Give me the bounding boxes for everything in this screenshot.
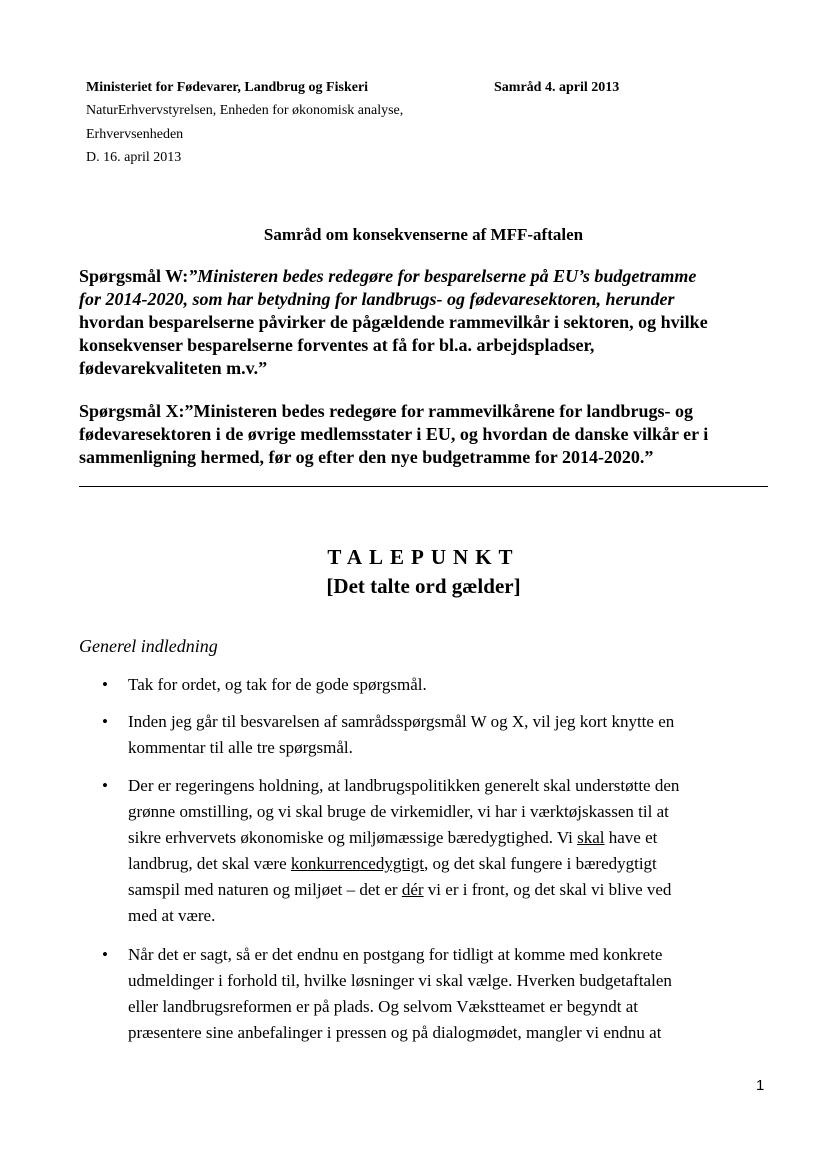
text-fragment: , og det skal fungere i bæredygtigt (424, 854, 657, 873)
bullet-line: med at være. (128, 906, 216, 925)
bullet-dot-icon: • (102, 945, 108, 964)
text-fragment: have et (604, 828, 658, 847)
header-agency: NaturErhvervstyrelsen, Enheden for økonomisk analyse, (86, 103, 404, 118)
question-w-line-5: fødevarekvaliteten m.v.” (79, 358, 268, 378)
horizontal-rule (79, 486, 768, 487)
text-fragment: vi er i front, og det skal vi blive ved (423, 880, 672, 899)
text-fragment: landbrug, det skal være (128, 854, 291, 873)
talepunkt-subheading: [Det talte ord gælder] (326, 574, 521, 598)
bullet-line (128, 825, 778, 851)
bullet-line: Der er regeringens holdning, at landbrugspolitikken generelt skal understøtte den (128, 776, 680, 795)
text-fragment: sikre erhvervets økonomiske og miljømæssige bæredygtighed. Vi (128, 828, 578, 847)
underlined-word: skal (577, 828, 605, 847)
underlined-word: konkurrencedygtigt (290, 854, 425, 873)
bullet-item (102, 773, 778, 929)
question-x-line-1: Spørgsmål X:”Ministeren bedes redegøre for rammevilkårene for landbrugs- og (79, 401, 693, 421)
header-meeting-date: Samråd 4. april 2013 (494, 80, 620, 95)
bullet-dot-icon: • (102, 776, 108, 795)
question-w (79, 265, 779, 380)
bullet-dot-icon: • (102, 675, 108, 694)
question-w-label: Spørgsmål W: (79, 266, 189, 286)
question-x-line-3: sammenligning hermed, før og efter den nye budgetramme for 2014-2020.” (79, 447, 654, 467)
document-title: Samråd om konsekvenserne af MFF-aftalen (263, 225, 584, 244)
question-x-line-2: fødevaresektoren i de øvrige medlemsstater i EU, og hvordan de danske vilkår er i (79, 424, 709, 444)
question-w-text-italic-1: ”Ministeren bedes redegøre for besparelserne på EU’s budgetramme (188, 266, 697, 286)
bullet-item (102, 709, 778, 761)
question-w-line-4: konsekvenser besparelserne forventes at få for bl.a. arbejdspladser, (79, 335, 595, 355)
header-unit: Erhvervsenheden (86, 127, 184, 142)
question-x (79, 400, 779, 469)
underlined-word: dér (401, 880, 424, 899)
header-document-date: D. 16. april 2013 (86, 150, 182, 165)
bullet-item (102, 942, 778, 1046)
bullet-line: grønne omstilling, og vi skal bruge de virkemidler, vi har i værktøjskassen til at (128, 802, 669, 821)
bullet-item (102, 672, 778, 698)
bullet-line: præsentere sine anbefalinger i pressen og på dialogmødet, mangler vi endnu at (128, 1023, 662, 1042)
talepunkt-heading: TALEPUNKT (327, 545, 520, 569)
text-fragment: samspil med naturen og miljøet – det er (128, 880, 402, 899)
bullet-line: udmeldinger i forhold til, hvilke løsninger vi skal vælge. Hverken budgetaftalen (128, 971, 672, 990)
bullet-line: Tak for ordet, og tak for de gode spørgsmål. (128, 675, 427, 694)
question-w-line-2: for 2014-2020, som har betydning for landbrugs- og fødevaresektoren, herunder (79, 289, 675, 309)
bullet-line (128, 851, 778, 877)
question-w-line-3: hvordan besparelserne påvirker de pågældende rammevilkår i sektoren, og hvilke (79, 312, 708, 332)
bullet-line: kommentar til alle tre spørgsmål. (128, 738, 353, 757)
bullet-line: Inden jeg går til besvarelsen af samrådsspørgsmål W og X, vil jeg kort knytte en (128, 712, 675, 731)
bullet-line (128, 877, 778, 903)
bullet-line: Når det er sagt, så er det endnu en postgang for tidligt at komme med konkrete (128, 945, 663, 964)
question-w-line-1 (79, 265, 779, 288)
bullet-dot-icon: • (102, 712, 108, 731)
section-heading: Generel indledning (79, 636, 218, 656)
page-number: 1 (756, 1077, 765, 1094)
header-ministry: Ministeriet for Fødevarer, Landbrug og Fiskeri (86, 80, 369, 95)
bullet-line: eller landbrugsreformen er på plads. Og selvom Vækstteamet er begyndt at (128, 997, 639, 1016)
